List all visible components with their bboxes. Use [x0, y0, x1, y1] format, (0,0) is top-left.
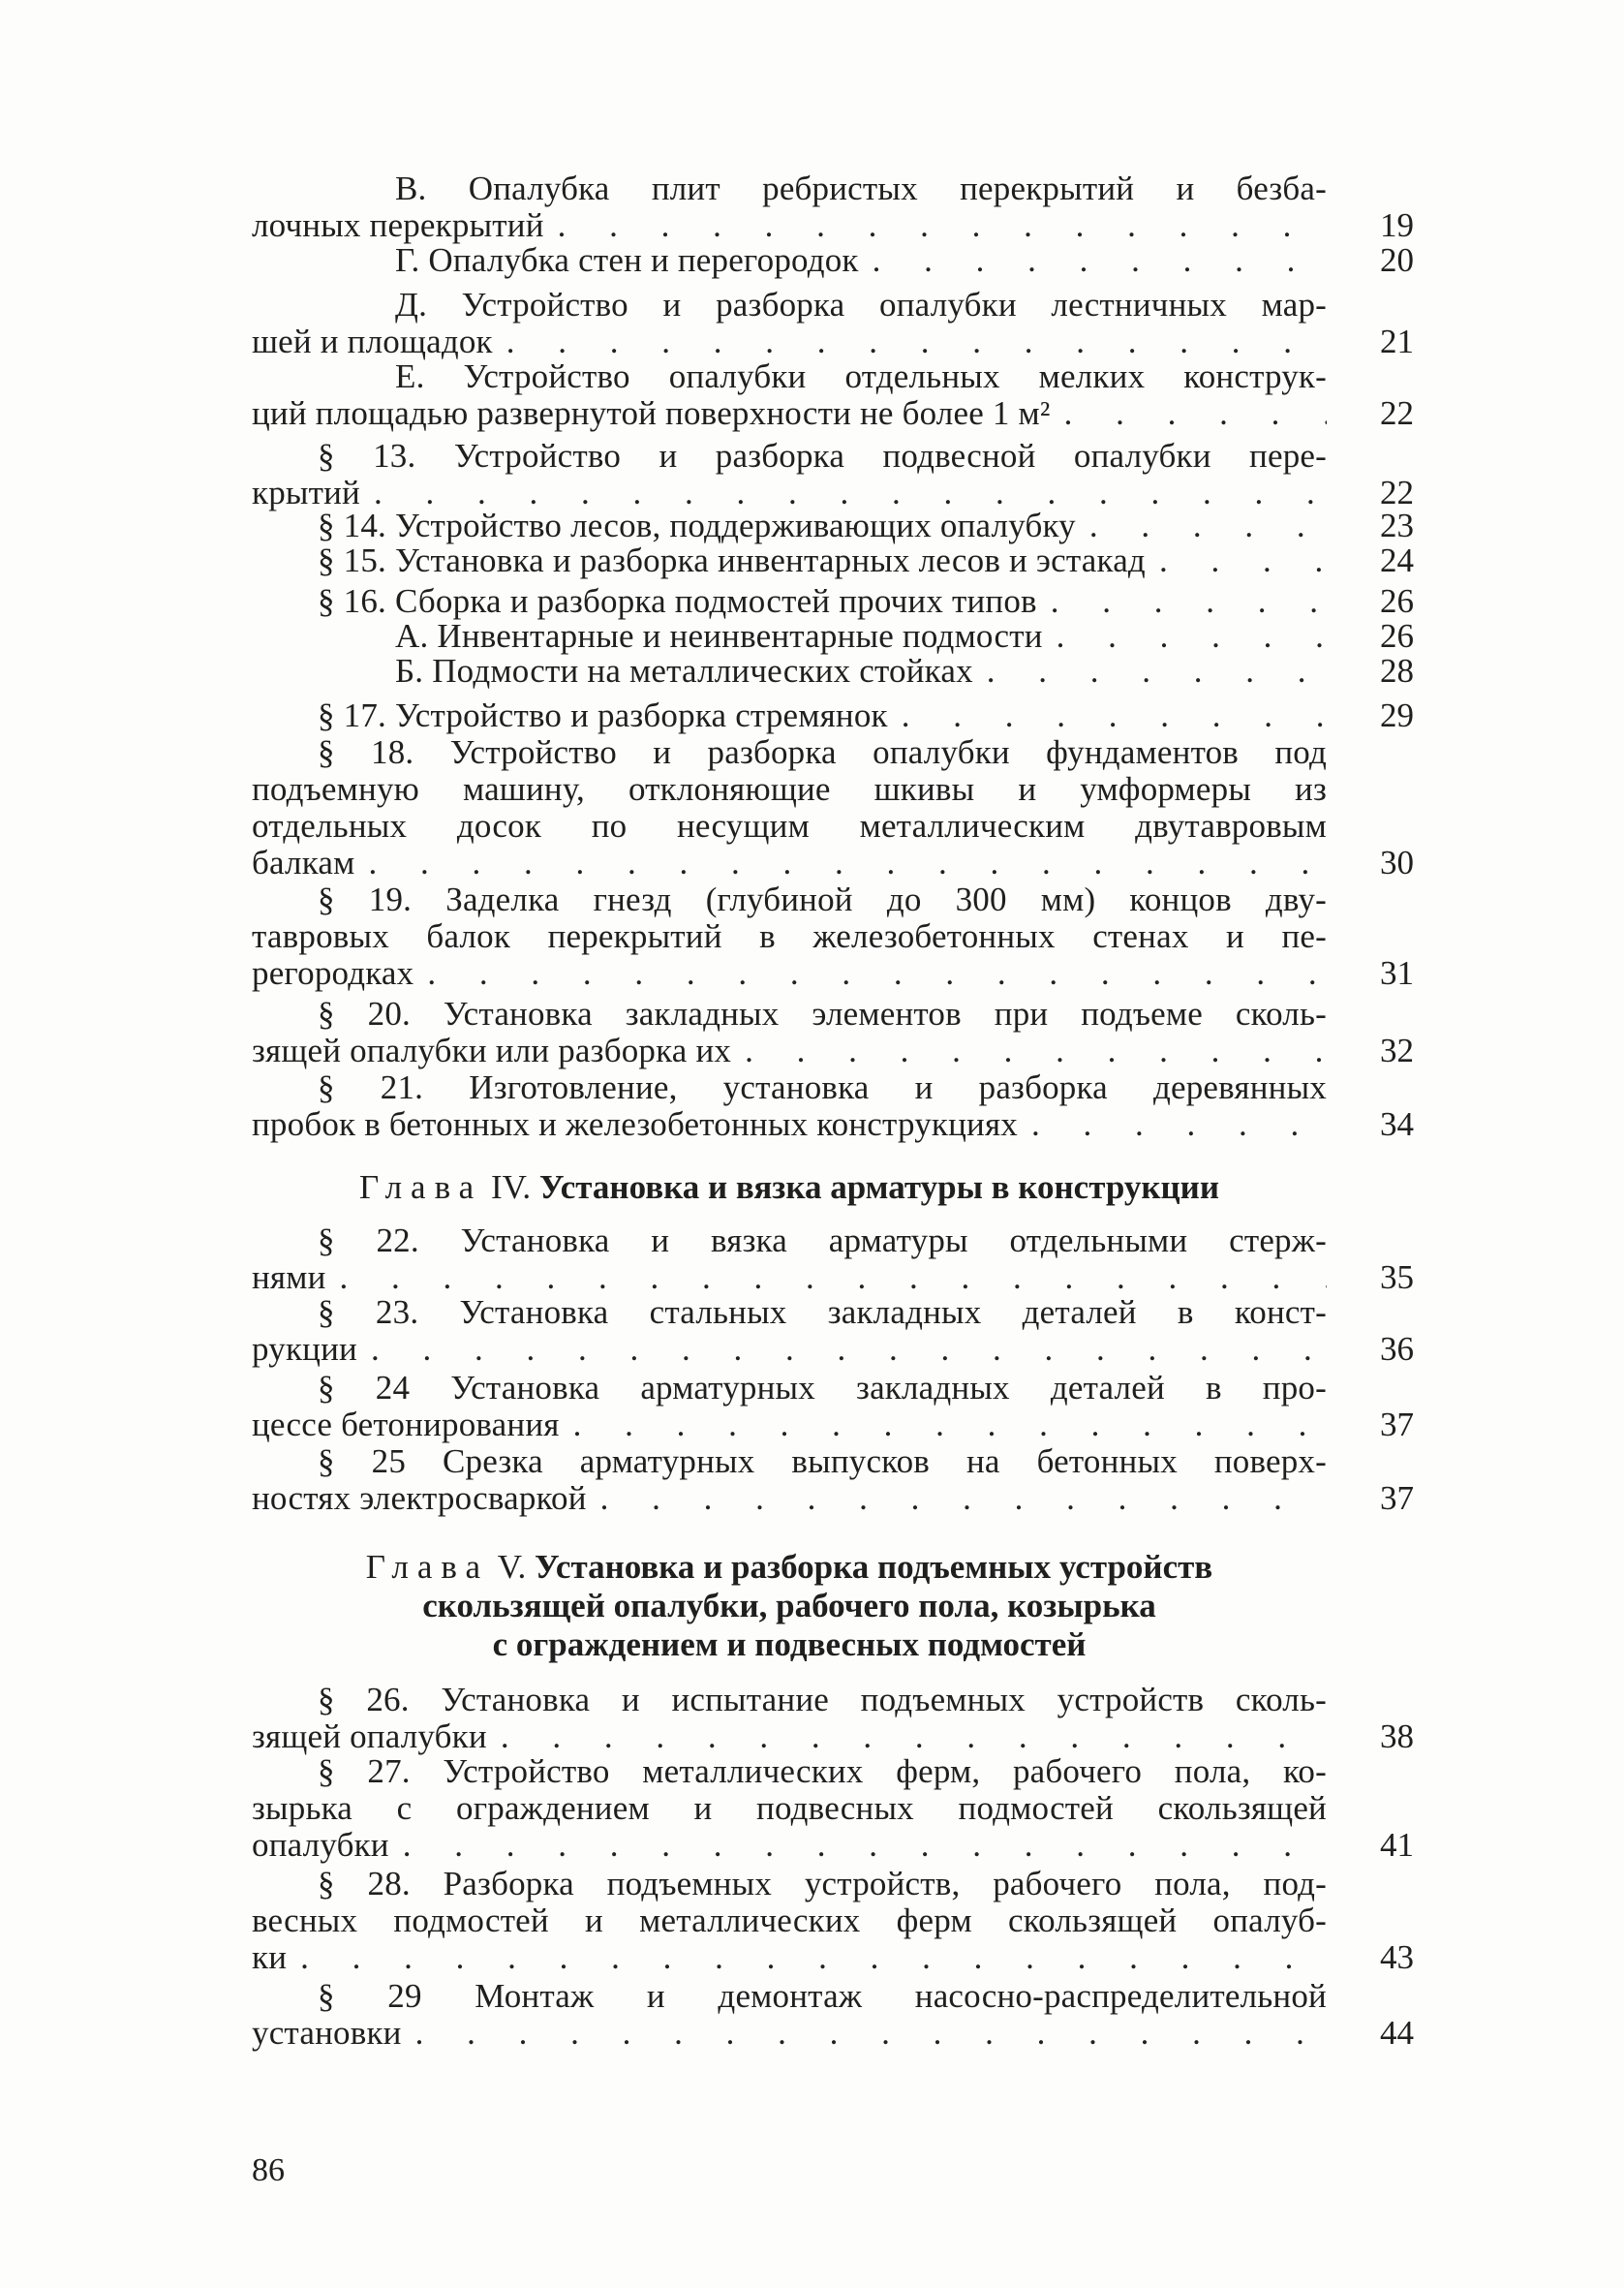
toc-entry-line: установки . . . 44: [252, 2015, 1327, 2052]
chapter-heading-line: [252, 1548, 1327, 1587]
toc-entry-line: § 21. Изготовление, установка и разборка деревянных: [318, 1068, 1327, 1106]
toc-entry-line: зящей опалубки . . . 38: [252, 1718, 1327, 1755]
page-number: 31: [1380, 954, 1414, 992]
leader-dots: [354, 845, 1327, 881]
page-number: 36: [1380, 1330, 1414, 1368]
toc-entry-line: § 13. Устройство и разборка подвесной опалубки пере-: [318, 437, 1327, 475]
page-number: 22: [1380, 394, 1414, 432]
toc-entry-25: [252, 1442, 1414, 1517]
page-number: 32: [1380, 1032, 1414, 1069]
page-number: 19: [1380, 206, 1414, 244]
leader-dots: [1018, 1106, 1327, 1143]
toc-entry-line: цессе бетонирования . . . 37: [252, 1407, 1327, 1443]
toc-entry-line: § 27. Устройство металлических ферм, рабочего пола, ко-: [318, 1752, 1327, 1790]
page-number: 21: [1380, 323, 1414, 360]
toc-entry-line: Д. Устройство и разборка опалубки лестничных мар-: [395, 286, 1327, 324]
toc-entry-line: § 15. Установка и разборка инвентарных лесов и эстакад . . . 24: [252, 542, 1327, 579]
page-number: 29: [1380, 696, 1414, 734]
toc-entry-b: [252, 652, 1414, 690]
toc-entry-19: [252, 881, 1414, 992]
toc-entry-line: отдельных досок по несущим металлическим двутавровым: [252, 807, 1327, 845]
toc-entry-15: [252, 541, 1414, 579]
chapter-heading-v: [252, 1548, 1327, 1664]
chapter-title: Установка и вязка арматуры в конструкции: [538, 1168, 1219, 1206]
leader-dots: [414, 955, 1327, 992]
toc-entry-17: [252, 696, 1414, 734]
toc-entry-line: § 28. Разборка подъемных устройств, рабочего пола, под-: [318, 1865, 1327, 1902]
toc-entry-line: ностях электросваркой . . . 37: [252, 1480, 1327, 1517]
page-number: 26: [1380, 582, 1414, 620]
toc-entry-line: § 26. Установка и испытание подъемных устройств сколь-: [318, 1681, 1327, 1718]
leader-dots: [560, 1407, 1327, 1443]
page-number: 22: [1380, 474, 1414, 511]
leader-dots: [1037, 583, 1327, 620]
chapter-title: Установка и разборка подъемных устройств: [535, 1548, 1213, 1586]
toc-entry-e: [252, 357, 1414, 432]
leader-dots: [1043, 618, 1327, 655]
toc-entry-line: § 19. Заделка гнезд (глубиной до 300 мм) концов дву-: [318, 881, 1327, 918]
page-number: 24: [1380, 541, 1414, 579]
toc-entry-line: Б. Подмости на металлических стойках . . . 28: [252, 653, 1327, 690]
toc-entry-24: [252, 1369, 1414, 1443]
toc-entry-20: [252, 995, 1414, 1069]
toc-entry-14: [252, 507, 1414, 544]
page-number: 30: [1380, 844, 1414, 881]
leader-dots: [1146, 542, 1327, 579]
leader-dots: [888, 697, 1327, 734]
toc-entry-28: [252, 1865, 1414, 1976]
chapter-title-line: с ограждением и подвесных подмостей: [492, 1625, 1087, 1663]
leader-dots: [389, 1827, 1327, 1864]
toc-entry-line: Е. Устройство опалубки отдельных мелких конструк-: [395, 357, 1327, 395]
toc-entry-29: [252, 1977, 1414, 2052]
toc-entry-a: [252, 617, 1414, 655]
chapter-heading-iv: [252, 1168, 1327, 1207]
toc-entry-g: [252, 241, 1414, 279]
leader-dots: [493, 324, 1327, 360]
page-number: 34: [1380, 1105, 1414, 1143]
toc-entry-line: § 14. Устройство лесов, поддерживающих опалубку . . . 23: [252, 508, 1327, 544]
toc-entry-line: § 20. Установка закладных элементов при подъеме сколь-: [318, 995, 1327, 1033]
toc-entry-line: § 29 Монтаж и демонтаж насосно-распределительной: [318, 1977, 1327, 2015]
toc-entry-d: [252, 286, 1414, 360]
chapter-title-line: скользящей опалубки, рабочего пола, козырька: [422, 1587, 1156, 1624]
page-number: 38: [1380, 1717, 1414, 1755]
toc-entry-v: [252, 170, 1414, 244]
toc-entry-line: В. Опалубка плит ребристых перекрытий и безба-: [395, 170, 1327, 207]
toc-entry-line: пробок в бетонных и железобетонных конструкциях . . . 34: [252, 1106, 1327, 1143]
toc-entry-26: [252, 1681, 1414, 1755]
leader-dots: [544, 207, 1327, 244]
toc-entry-21: [252, 1068, 1414, 1143]
toc-entry-18: [252, 733, 1414, 881]
leader-dots: [1076, 508, 1327, 544]
page-number: 28: [1380, 652, 1414, 690]
toc-entry-line: ки . . . 43: [252, 1939, 1327, 1976]
leader-dots: [1051, 395, 1327, 432]
toc-entry-line: § 25 Срезка арматурных выпусков на бетонных поверх-: [318, 1442, 1327, 1480]
chapter-prefix: Глава: [365, 1548, 489, 1586]
leader-dots: [973, 653, 1327, 690]
page-number: 41: [1380, 1826, 1414, 1864]
chapter-number: IV.: [490, 1168, 532, 1206]
toc-entry-line: ций площадью развернутой поверхности не более 1 м² . . . 22: [252, 395, 1327, 432]
leader-dots: [587, 1480, 1327, 1517]
page-number: 43: [1380, 1938, 1414, 1976]
toc-entry-line: опалубки . . . 41: [252, 1827, 1327, 1864]
leader-dots: [731, 1033, 1327, 1069]
leader-dots: [287, 1939, 1327, 1976]
toc-entry-23: [252, 1293, 1414, 1368]
toc-entry-line: зырька с ограждением и подвесных подмостей скользящей: [252, 1789, 1327, 1827]
chapter-number: V.: [497, 1548, 527, 1586]
toc-entry-line: нями . . . 35: [252, 1259, 1327, 1296]
toc-entry-line: лочных перекрытий . . . 19: [252, 207, 1327, 244]
page-number: 20: [1380, 241, 1414, 279]
toc-entry-line: § 18. Устройство и разборка опалубки фундаментов под: [318, 733, 1327, 771]
toc-entry-27: [252, 1752, 1414, 1864]
toc-entry-line: тавровых балок перекрытий в железобетонных стенах и пе-: [252, 917, 1327, 955]
leader-dots: [402, 2015, 1327, 2052]
toc-entry-line: § 22. Установка и вязка арматуры отдельными стерж-: [318, 1221, 1327, 1259]
page-number: 44: [1380, 2014, 1414, 2052]
toc-entry-line: § 24 Установка арматурных закладных деталей в про-: [318, 1369, 1327, 1407]
page-number: 35: [1380, 1258, 1414, 1296]
toc-entry-line: Г. Опалубка стен и перегородок . . . 20: [252, 242, 1327, 279]
page-number: 37: [1380, 1406, 1414, 1443]
toc-entry-line: подъемную машину, отклоняющие шкивы и умформеры из: [252, 770, 1327, 808]
page-number: 37: [1380, 1479, 1414, 1517]
toc-entry-line: регородках . . . 31: [252, 955, 1327, 992]
leader-dots: [859, 242, 1327, 279]
toc-entry-line: зящей опалубки или разборка их . . . 32: [252, 1033, 1327, 1069]
footer-page-number: 86: [252, 2152, 285, 2188]
leader-dots: [326, 1259, 1327, 1296]
chapter-heading-line: [252, 1168, 1327, 1207]
chapter-prefix: Глава: [358, 1168, 483, 1206]
leader-dots: [357, 1331, 1327, 1368]
toc-entry-line: рукции . . . 36: [252, 1331, 1327, 1368]
leader-dots: [487, 1718, 1327, 1755]
toc-entry-line: крытий . . . 22: [252, 475, 1327, 511]
toc-entry-line: балкам . . . 30: [252, 845, 1327, 881]
toc-entry-line: весных подмостей и металлических ферм скользящей опалуб-: [252, 1902, 1327, 1939]
toc-entry-22: [252, 1221, 1414, 1296]
toc-entry-line: А. Инвентарные и неинвентарные подмости . . . 26: [252, 618, 1327, 655]
toc-entry-line: § 23. Установка стальных закладных деталей в конст-: [318, 1293, 1327, 1331]
toc-entry-line: § 16. Сборка и разборка подмостей прочих типов . . . 26: [252, 583, 1327, 620]
toc-entry-13: [252, 437, 1414, 511]
toc-entry-16: [252, 582, 1414, 620]
toc-entry-line: § 17. Устройство и разборка стремянок . . . 29: [252, 697, 1327, 734]
toc-entry-line: шей и площадок . . . 21: [252, 324, 1327, 360]
page-number: 26: [1380, 617, 1414, 655]
page-number: 23: [1380, 507, 1414, 544]
